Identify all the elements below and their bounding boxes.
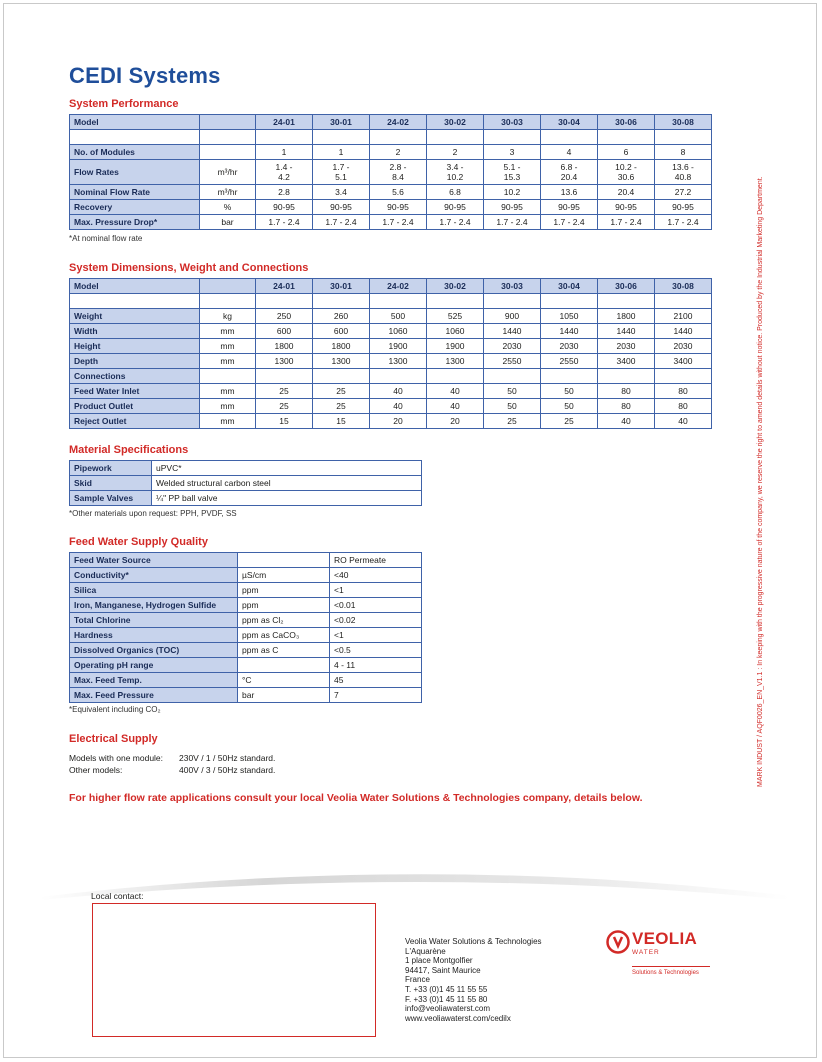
- spacer-cell: [313, 130, 370, 145]
- table-row: [70, 145, 712, 160]
- spacer-cell: [256, 294, 313, 309]
- table-row: [70, 673, 422, 688]
- table-cell: 2.8 - 8.4: [370, 160, 427, 185]
- model-column-header: 30-01: [313, 115, 370, 130]
- row-label: Width: [70, 324, 200, 339]
- logo-tagline: Solutions & Technologies: [632, 970, 699, 976]
- row-label: Max. Feed Temp.: [70, 673, 238, 688]
- table-row: [70, 309, 712, 324]
- table-row: [70, 643, 422, 658]
- row-unit: [200, 145, 256, 160]
- address-line: F. +33 (0)1 45 11 55 80: [405, 994, 488, 1004]
- table-cell: 6.8: [427, 185, 484, 200]
- table-cell: 50: [541, 384, 598, 399]
- row-label: Iron, Manganese, Hydrogen Sulfide: [70, 598, 238, 613]
- row-value: <0.01: [330, 598, 422, 613]
- table-cell: [313, 369, 370, 384]
- veolia-logo: [606, 928, 716, 980]
- table-cell: 10.2: [484, 185, 541, 200]
- table-row: [70, 399, 712, 414]
- row-value: ¼" PP ball valve: [152, 491, 422, 506]
- model-column-header: 24-02: [370, 115, 427, 130]
- row-unit: ppm as CaCO₃: [238, 628, 330, 643]
- company-address: [405, 937, 542, 1023]
- feed-water-note: *Equivalent including CO₂: [69, 705, 161, 714]
- row-label: No. of Modules: [70, 145, 200, 160]
- row-label: Max. Feed Pressure: [70, 688, 238, 703]
- model-column-header: 30-04: [541, 115, 598, 130]
- logo-rule: [632, 966, 710, 967]
- table-cell: 25: [313, 399, 370, 414]
- materials-note: *Other materials upon request: PPH, PVDF, SS: [69, 509, 237, 518]
- veolia-logo-icon: [606, 930, 630, 954]
- table-row: [70, 613, 422, 628]
- row-label: Hardness: [70, 628, 238, 643]
- model-header: Model: [70, 279, 200, 294]
- spacer-cell: [256, 130, 313, 145]
- dimensions-heading: System Dimensions, Weight and Connections: [69, 262, 309, 274]
- table-cell: [484, 369, 541, 384]
- model-column-header: 30-03: [484, 279, 541, 294]
- table-cell: 80: [655, 399, 712, 414]
- table-cell: 50: [541, 399, 598, 414]
- spacer-cell: [484, 130, 541, 145]
- feed-water-table: [69, 552, 422, 703]
- table-cell: 80: [655, 384, 712, 399]
- table-cell: 90-95: [427, 200, 484, 215]
- call-to-action: For higher flow rate applications consult your local Veolia Water Solutions & Technologies company, details below.: [69, 792, 643, 804]
- table-cell: 1300: [256, 354, 313, 369]
- row-label: Feed Water Source: [70, 553, 238, 568]
- table-cell: 15: [313, 414, 370, 429]
- table-cell: 20.4: [598, 185, 655, 200]
- table-cell: 3400: [655, 354, 712, 369]
- row-label: Pipework: [70, 461, 152, 476]
- table-cell: 1.7 - 2.4: [598, 215, 655, 230]
- row-label: Reject Outlet: [70, 414, 200, 429]
- spacer-cell: [70, 130, 200, 145]
- table-row: [70, 354, 712, 369]
- table-cell: 90-95: [541, 200, 598, 215]
- table-cell: 40: [598, 414, 655, 429]
- row-label: Max. Pressure Drop*: [70, 215, 200, 230]
- table-cell: 90-95: [256, 200, 313, 215]
- row-unit: kg: [200, 309, 256, 324]
- table-row: [70, 384, 712, 399]
- table-row: [70, 185, 712, 200]
- table-row: [70, 369, 712, 384]
- table-cell: 90-95: [484, 200, 541, 215]
- row-unit: µS/cm: [238, 568, 330, 583]
- table-cell: 1.7 - 5.1: [313, 160, 370, 185]
- table-cell: 1800: [256, 339, 313, 354]
- table-row: [70, 461, 422, 476]
- row-value: RO Permeate: [330, 553, 422, 568]
- row-value: Welded structural carbon steel: [152, 476, 422, 491]
- address-line: T. +33 (0)1 45 11 55 55: [405, 984, 488, 994]
- table-cell: 90-95: [655, 200, 712, 215]
- table-cell: 6: [598, 145, 655, 160]
- model-header: Model: [70, 115, 200, 130]
- table-row: [70, 583, 422, 598]
- row-value: <40: [330, 568, 422, 583]
- unit-header: [200, 115, 256, 130]
- table-cell: 25: [256, 399, 313, 414]
- row-label: Total Chlorine: [70, 613, 238, 628]
- table-cell: 1.7 - 2.4: [427, 215, 484, 230]
- table-cell: 25: [541, 414, 598, 429]
- row-label: Depth: [70, 354, 200, 369]
- table-row: [70, 688, 422, 703]
- row-value: 4 - 11: [330, 658, 422, 673]
- table-cell: 20: [427, 414, 484, 429]
- electrical-line-value: 400V / 3 / 50Hz standard.: [179, 765, 276, 775]
- page-title: CEDI Systems: [69, 63, 221, 88]
- electrical-line-label: Other models:: [69, 765, 123, 775]
- spacer-cell: [655, 294, 712, 309]
- row-unit: ppm as C: [238, 643, 330, 658]
- row-unit: [200, 369, 256, 384]
- table-cell: 600: [313, 324, 370, 339]
- table-cell: 1060: [370, 324, 427, 339]
- table-cell: 40: [427, 384, 484, 399]
- local-contact-box: [92, 903, 376, 1037]
- table-cell: 1.7 - 2.4: [655, 215, 712, 230]
- table-cell: 3: [484, 145, 541, 160]
- model-column-header: 24-01: [256, 115, 313, 130]
- table-cell: 900: [484, 309, 541, 324]
- spacer-cell: [655, 130, 712, 145]
- table-cell: 1: [256, 145, 313, 160]
- row-label: Conductivity*: [70, 568, 238, 583]
- table-cell: 90-95: [598, 200, 655, 215]
- unit-header: [200, 279, 256, 294]
- row-unit: mm: [200, 324, 256, 339]
- row-unit: mm: [200, 354, 256, 369]
- electrical-line-value: 230V / 1 / 50Hz standard.: [179, 753, 276, 763]
- table-cell: 40: [427, 399, 484, 414]
- spacer-cell: [200, 294, 256, 309]
- table-cell: 1050: [541, 309, 598, 324]
- model-column-header: 30-06: [598, 279, 655, 294]
- row-unit: %: [200, 200, 256, 215]
- table-row: [70, 476, 422, 491]
- table-cell: 3400: [598, 354, 655, 369]
- table-cell: 1: [313, 145, 370, 160]
- table-cell: 1.7 - 2.4: [484, 215, 541, 230]
- address-line: Veolia Water Solutions & Technologies: [405, 937, 542, 946]
- performance-table: [69, 114, 712, 230]
- table-cell: 250: [256, 309, 313, 324]
- table-cell: 1.4 - 4.2: [256, 160, 313, 185]
- model-column-header: 24-02: [370, 279, 427, 294]
- table-cell: 1300: [313, 354, 370, 369]
- table-cell: 90-95: [313, 200, 370, 215]
- row-value: 45: [330, 673, 422, 688]
- table-cell: 1300: [427, 354, 484, 369]
- table-cell: 2550: [484, 354, 541, 369]
- table-cell: 2030: [598, 339, 655, 354]
- table-cell: 2030: [655, 339, 712, 354]
- spacer-cell: [200, 130, 256, 145]
- model-column-header: 30-03: [484, 115, 541, 130]
- table-cell: [370, 369, 427, 384]
- table-cell: 50: [484, 399, 541, 414]
- table-cell: 50: [484, 384, 541, 399]
- row-label: Nominal Flow Rate: [70, 185, 200, 200]
- table-cell: [427, 369, 484, 384]
- table-cell: 500: [370, 309, 427, 324]
- electrical-lines: [69, 752, 275, 776]
- spacer-cell: [370, 294, 427, 309]
- table-cell: 1060: [427, 324, 484, 339]
- table-cell: 20: [370, 414, 427, 429]
- row-unit: mm: [200, 399, 256, 414]
- row-unit: bar: [200, 215, 256, 230]
- row-value: uPVC*: [152, 461, 422, 476]
- table-cell: 2030: [484, 339, 541, 354]
- table-row: [70, 568, 422, 583]
- row-unit: ppm as Cl₂: [238, 613, 330, 628]
- model-column-header: 30-02: [427, 279, 484, 294]
- row-label: Recovery: [70, 200, 200, 215]
- table-cell: 80: [598, 384, 655, 399]
- row-unit: [238, 658, 330, 673]
- table-cell: 90-95: [370, 200, 427, 215]
- spacer-cell: [427, 130, 484, 145]
- electrical-line-label: Models with one module:: [69, 753, 164, 763]
- table-cell: 1.7 - 2.4: [313, 215, 370, 230]
- row-value: 7: [330, 688, 422, 703]
- logo-subtitle: WATER: [632, 949, 660, 956]
- row-unit: mm: [200, 414, 256, 429]
- spacer-cell: [598, 130, 655, 145]
- table-cell: 6.8 - 20.4: [541, 160, 598, 185]
- table-cell: 40: [370, 399, 427, 414]
- table-spacer-row: [70, 294, 712, 309]
- table-cell: 25: [484, 414, 541, 429]
- table-cell: 1300: [370, 354, 427, 369]
- row-unit: mm: [200, 384, 256, 399]
- address-line: www.veoliawaterst.com/cedilx: [405, 1013, 511, 1023]
- table-cell: 40: [655, 414, 712, 429]
- table-cell: 1440: [484, 324, 541, 339]
- table-row: [70, 339, 712, 354]
- spacer-cell: [70, 294, 200, 309]
- table-header-row: [70, 115, 712, 130]
- row-unit: °C: [238, 673, 330, 688]
- table-cell: 10.2 - 30.6: [598, 160, 655, 185]
- performance-heading: System Performance: [69, 98, 179, 110]
- table-cell: 525: [427, 309, 484, 324]
- materials-heading: Material Specifications: [69, 444, 189, 456]
- table-cell: 1900: [370, 339, 427, 354]
- table-cell: 1800: [598, 309, 655, 324]
- electrical-line: [69, 752, 275, 764]
- table-cell: 3.4 - 10.2: [427, 160, 484, 185]
- table-cell: 1.7 - 2.4: [256, 215, 313, 230]
- spacer-cell: [598, 294, 655, 309]
- table-cell: 27.2: [655, 185, 712, 200]
- table-spacer-row: [70, 130, 712, 145]
- table-row: [70, 414, 712, 429]
- row-unit: bar: [238, 688, 330, 703]
- table-cell: 80: [598, 399, 655, 414]
- table-cell: [598, 369, 655, 384]
- spacer-cell: [484, 294, 541, 309]
- table-row: [70, 215, 712, 230]
- row-value: <0.02: [330, 613, 422, 628]
- row-label: Operating pH range: [70, 658, 238, 673]
- row-label: Product Outlet: [70, 399, 200, 414]
- table-cell: 5.6: [370, 185, 427, 200]
- feed-water-heading: Feed Water Supply Quality: [69, 536, 208, 548]
- local-contact-label: Local contact:: [91, 891, 144, 901]
- electrical-line: [69, 764, 275, 776]
- logo-wordmark: VEOLIA: [632, 929, 698, 948]
- materials-table: [69, 460, 422, 506]
- table-cell: 1900: [427, 339, 484, 354]
- table-header-row: [70, 279, 712, 294]
- table-cell: 2100: [655, 309, 712, 324]
- model-column-header: 30-02: [427, 115, 484, 130]
- spacer-cell: [541, 130, 598, 145]
- table-row: [70, 324, 712, 339]
- row-unit: mm: [200, 339, 256, 354]
- row-unit: [238, 553, 330, 568]
- row-value: <1: [330, 628, 422, 643]
- spacer-cell: [541, 294, 598, 309]
- table-cell: [541, 369, 598, 384]
- row-unit: m³/hr: [200, 160, 256, 185]
- performance-note: *At nominal flow rate: [69, 234, 143, 243]
- table-row: [70, 628, 422, 643]
- table-cell: 13.6 - 40.8: [655, 160, 712, 185]
- model-column-header: 24-01: [256, 279, 313, 294]
- model-column-header: 30-04: [541, 279, 598, 294]
- table-cell: 1.7 - 2.4: [541, 215, 598, 230]
- row-value: <1: [330, 583, 422, 598]
- table-row: [70, 160, 712, 185]
- row-label: Silica: [70, 583, 238, 598]
- table-cell: 2.8: [256, 185, 313, 200]
- table-row: [70, 658, 422, 673]
- side-disclaimer: MARK INDUST / AQF0026_EN_V1.1 : In keeping with the progressive nature of the company, we reserve the right to amend details without notice. Produced by the Industrial Marketing Department.: [757, 176, 764, 787]
- table-cell: 8: [655, 145, 712, 160]
- table-row: [70, 598, 422, 613]
- table-cell: 2030: [541, 339, 598, 354]
- row-label: Height: [70, 339, 200, 354]
- spacer-cell: [370, 130, 427, 145]
- row-label: Connections: [70, 369, 200, 384]
- row-label: Dissolved Organics (TOC): [70, 643, 238, 658]
- row-value: <0.5: [330, 643, 422, 658]
- row-label: Flow Rates: [70, 160, 200, 185]
- table-cell: 260: [313, 309, 370, 324]
- table-cell: 4: [541, 145, 598, 160]
- table-cell: 13.6: [541, 185, 598, 200]
- table-cell: 600: [256, 324, 313, 339]
- row-label: Sample Valves: [70, 491, 152, 506]
- table-cell: 2: [370, 145, 427, 160]
- table-row: [70, 491, 422, 506]
- table-row: [70, 200, 712, 215]
- row-label: Feed Water Inlet: [70, 384, 200, 399]
- table-cell: [256, 369, 313, 384]
- spacer-cell: [313, 294, 370, 309]
- dimensions-table: [69, 278, 712, 429]
- table-cell: 25: [256, 384, 313, 399]
- table-row: [70, 553, 422, 568]
- table-cell: 1800: [313, 339, 370, 354]
- row-unit: ppm: [238, 598, 330, 613]
- row-unit: ppm: [238, 583, 330, 598]
- table-cell: 1440: [598, 324, 655, 339]
- model-column-header: 30-01: [313, 279, 370, 294]
- table-cell: 5.1 - 15.3: [484, 160, 541, 185]
- address-line: 94417, Saint Maurice: [405, 965, 481, 975]
- table-cell: 3.4: [313, 185, 370, 200]
- table-cell: 1.7 - 2.4: [370, 215, 427, 230]
- model-column-header: 30-08: [655, 279, 712, 294]
- electrical-heading: Electrical Supply: [69, 733, 158, 745]
- address-line: France: [405, 975, 430, 985]
- spacer-cell: [427, 294, 484, 309]
- table-cell: 15: [256, 414, 313, 429]
- model-column-header: 30-06: [598, 115, 655, 130]
- table-cell: [655, 369, 712, 384]
- address-line: 1 place Montgolfier: [405, 956, 473, 966]
- row-label: Skid: [70, 476, 152, 491]
- model-column-header: 30-08: [655, 115, 712, 130]
- table-cell: 1440: [655, 324, 712, 339]
- row-unit: m³/hr: [200, 185, 256, 200]
- table-cell: 25: [313, 384, 370, 399]
- table-cell: 1440: [541, 324, 598, 339]
- table-cell: 2: [427, 145, 484, 160]
- table-cell: 40: [370, 384, 427, 399]
- row-label: Weight: [70, 309, 200, 324]
- address-line: L'Aquarène: [405, 946, 446, 956]
- address-line: info@veoliawaterst.com: [405, 1004, 491, 1014]
- table-cell: 2550: [541, 354, 598, 369]
